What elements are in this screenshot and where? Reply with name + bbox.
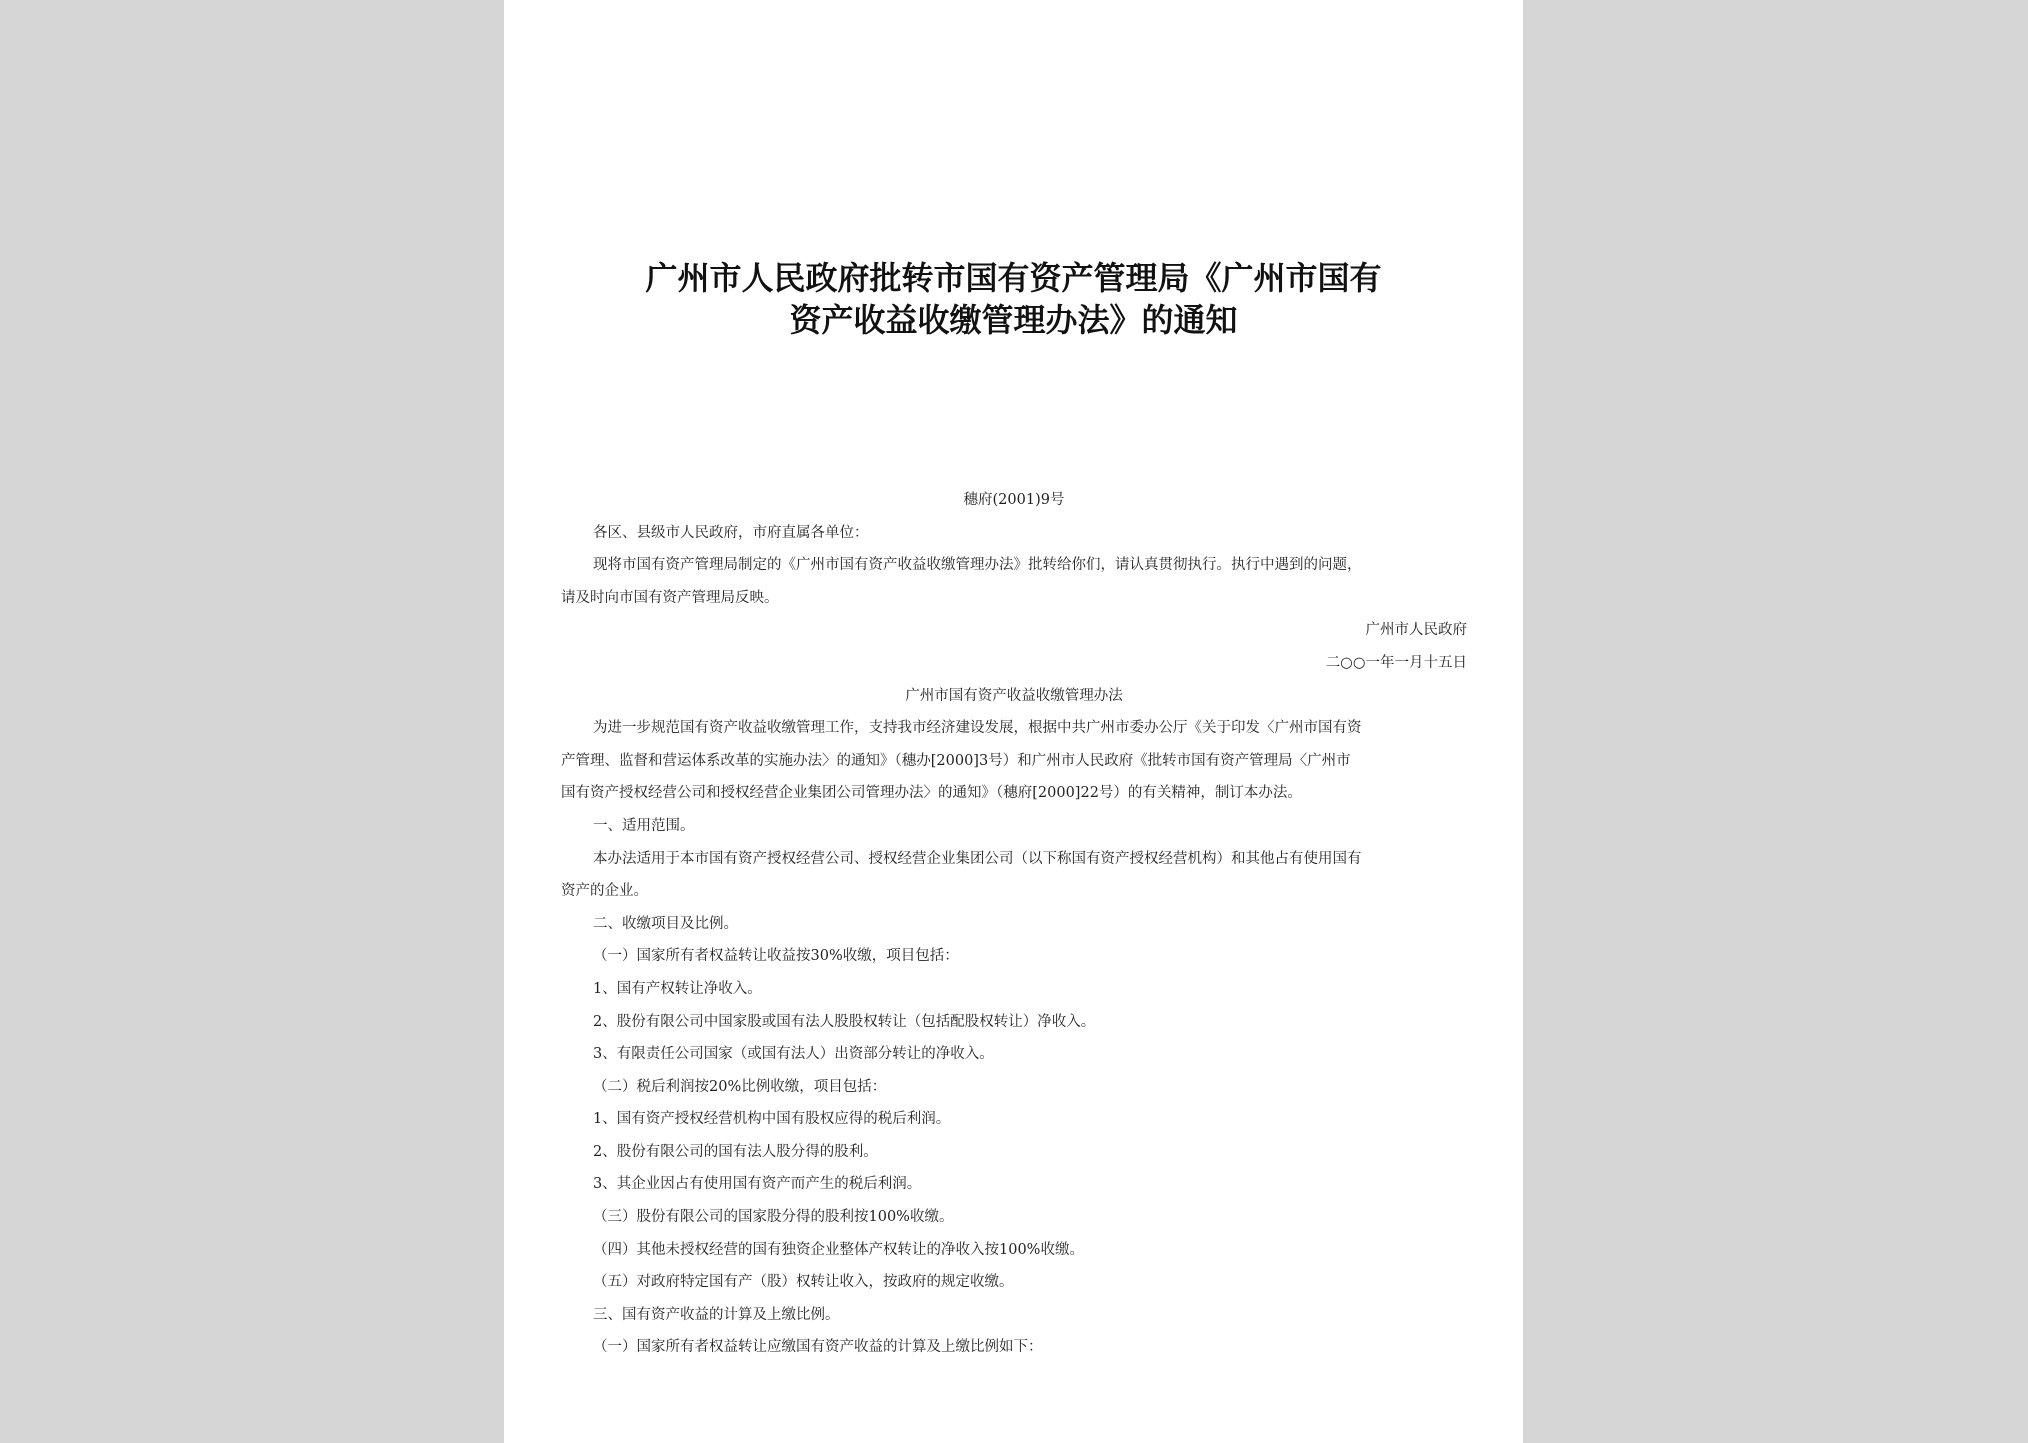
body-line: 3、其企业因占有使用国有资产而产生的税后利润。: [593, 1176, 922, 1193]
body-line: （二）税后利润按20%比例收缴，项目包括：: [593, 1078, 887, 1095]
body-line: 一、适用范围。: [593, 817, 695, 834]
intro-line-1: 现将市国有资产管理局制定的《广州市国有资产收益收缴管理办法》批转给你们，请认真贯彻执行。执行中遇到的问题，: [593, 557, 1362, 574]
signature: 广州市人民政府: [1365, 622, 1467, 639]
body-line: （一）国家所有者权益转让收益按30%收缴，项目包括：: [593, 948, 959, 965]
body-line: 国有资产授权经营公司和授权经营企业集团公司管理办法〉的通知》（穗府[2000]22号）的有关精神，制订本办法。: [561, 785, 1302, 802]
subtitle: 广州市国有资产收益收缴管理办法: [905, 687, 1123, 704]
doc-number: 穗府(2001)9号: [963, 492, 1065, 508]
body-line: 产管理、监督和营运体系改革的实施办法〉的通知》（穗办[2000]3号）和广州市人民政府《批转市国有资产管理局〈广州市: [561, 752, 1351, 769]
body-line: （五）对政府特定国有产（股）权转让收入，按政府的规定收缴。: [593, 1274, 1014, 1291]
body-line: 三、国有资产收益的计算及上缴比例。: [593, 1306, 840, 1323]
title-line-2: 资产收益收缴管理办法》的通知: [789, 301, 1238, 339]
document-page: [504, 0, 1523, 1443]
document-title: [504, 257, 1523, 341]
body-line: 为进一步规范国有资产收益收缴管理工作，支持我市经济建设发展，根据中共广州市委办公厅《关于印发〈广州市国有资: [593, 720, 1362, 737]
body-line: 本办法适用于本市国有资产授权经营公司、授权经营企业集团公司（以下称国有资产授权经营机构）和其他占有使用国有: [593, 850, 1362, 867]
body-line: （一）国家所有者权益转让应缴国有资产收益的计算及上缴比例如下：: [593, 1339, 1043, 1356]
title-line-1: 广州市人民政府批转市国有资产管理局《广州市国有: [645, 259, 1382, 297]
body-line: 2、股份有限公司中国家股或国有法人股股权转让（包括配股权转让）净收入。: [593, 1013, 1096, 1030]
intro-line-2: 请及时向市国有资产管理局反映。: [561, 589, 779, 606]
issue-date: 二○○一年一月十五日: [1325, 654, 1467, 671]
body-paragraphs: [561, 712, 1467, 1364]
body-line: 3、有限责任公司国家（或国有法人）出资部分转让的净收入。: [593, 1046, 994, 1063]
body-line: 1、国有资产授权经营机构中国有股权应得的税后利润。: [593, 1111, 951, 1128]
body-line: 2、股份有限公司的国有法人股分得的股利。: [593, 1143, 878, 1160]
body-line: 二、收缴项目及比例。: [593, 915, 738, 932]
body-line: 1、国有产权转让净收入。: [593, 980, 762, 997]
document-body: [561, 484, 1467, 1364]
body-line: （四）其他未授权经营的国有独资企业整体产权转让的净收入按100%收缴。: [593, 1241, 1084, 1258]
body-line: 资产的企业。: [561, 883, 648, 900]
addressee: 各区、县级市人民政府，市府直属各单位：: [593, 524, 869, 541]
body-line: （三）股份有限公司的国家股分得的股利按100%收缴。: [593, 1209, 954, 1226]
